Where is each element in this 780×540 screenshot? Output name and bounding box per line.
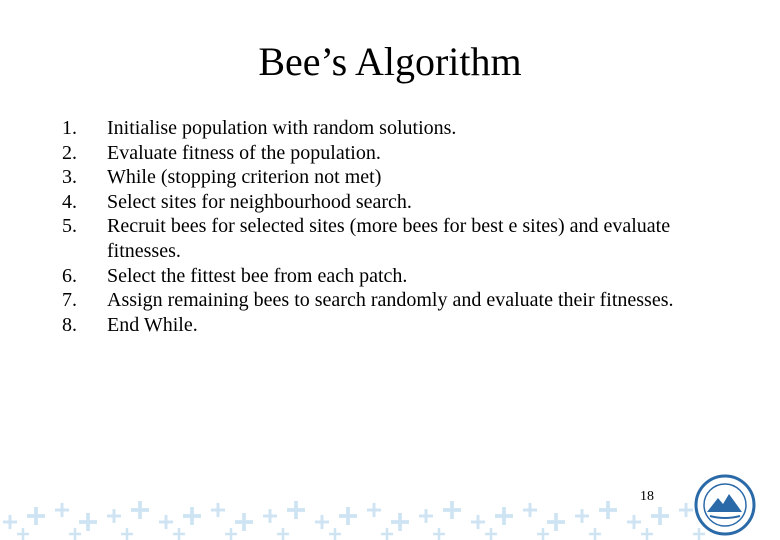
list-item [62, 264, 712, 289]
list-item [62, 214, 712, 263]
pattern-cross [27, 507, 45, 525]
list-item [62, 116, 712, 141]
pattern-cross [433, 528, 445, 540]
algorithm-steps-list [62, 116, 712, 337]
step-text: End While. [107, 313, 198, 336]
pattern-cross [443, 501, 461, 519]
pattern-cross [679, 503, 693, 517]
university-seal-logo [694, 474, 756, 536]
step-number: 2. [62, 141, 77, 164]
step-number: 1. [62, 117, 77, 139]
pattern-cross [225, 528, 237, 540]
pattern-cross [211, 503, 225, 517]
pattern-cross [287, 501, 305, 519]
pattern-cross [627, 515, 641, 529]
pattern-cross [599, 501, 617, 519]
pattern-cross [485, 528, 497, 540]
list-item [62, 313, 712, 338]
step-text: Select the fittest bee from each patch. [107, 264, 408, 287]
pattern-cross [315, 515, 329, 529]
list-item [62, 141, 712, 166]
step-text: While (stopping criterion not met) [107, 166, 382, 189]
list-item [62, 165, 712, 190]
list-item [62, 190, 712, 215]
pattern-cross [277, 528, 289, 540]
pattern-cross [17, 528, 29, 540]
slide-title: Bee’s Algorithm [258, 39, 522, 84]
pattern-cross [69, 528, 81, 540]
pattern-cross [547, 513, 565, 531]
pattern-cross [367, 503, 381, 517]
pattern-cross [55, 503, 69, 517]
step-number: 5. [62, 215, 77, 238]
cross-pattern-decoration [0, 470, 780, 540]
pattern-cross [183, 507, 201, 525]
pattern-cross [131, 501, 149, 519]
pattern-cross [121, 528, 133, 540]
step-text: Evaluate fitness of the population. [107, 141, 381, 164]
step-text: Initialise population with random solutions. [107, 117, 457, 139]
pattern-cross [235, 513, 253, 531]
pattern-cross [651, 507, 669, 525]
pattern-cross [391, 513, 409, 531]
pattern-cross [263, 509, 277, 523]
pattern-cross [575, 509, 589, 523]
list-item [62, 288, 712, 313]
pattern-cross [471, 515, 485, 529]
step-number: 6. [62, 264, 77, 287]
pattern-cross [339, 507, 357, 525]
pattern-cross [3, 515, 17, 529]
pattern-cross [495, 507, 513, 525]
step-number: 3. [62, 166, 77, 189]
step-number: 4. [62, 190, 77, 213]
step-text: Recruit bees for selected sites (more bees for best e sites) and evaluate fitnesses. [107, 215, 671, 262]
page-number: 18 [640, 489, 654, 504]
pattern-cross [159, 515, 173, 529]
pattern-cross [419, 509, 433, 523]
step-text: Select sites for neighbourhood search. [107, 190, 412, 213]
pattern-cross [523, 503, 537, 517]
pattern-cross [329, 528, 341, 540]
pattern-cross [641, 528, 653, 540]
pattern-cross [79, 513, 97, 531]
step-number: 7. [62, 289, 77, 312]
pattern-cross [173, 528, 185, 540]
step-number: 8. [62, 313, 77, 336]
step-text: Assign remaining bees to search randomly and evaluate their fitnesses. [107, 289, 674, 312]
pattern-cross [107, 509, 121, 523]
pattern-cross [537, 528, 549, 540]
pattern-cross [589, 528, 601, 540]
pattern-cross [381, 528, 393, 540]
